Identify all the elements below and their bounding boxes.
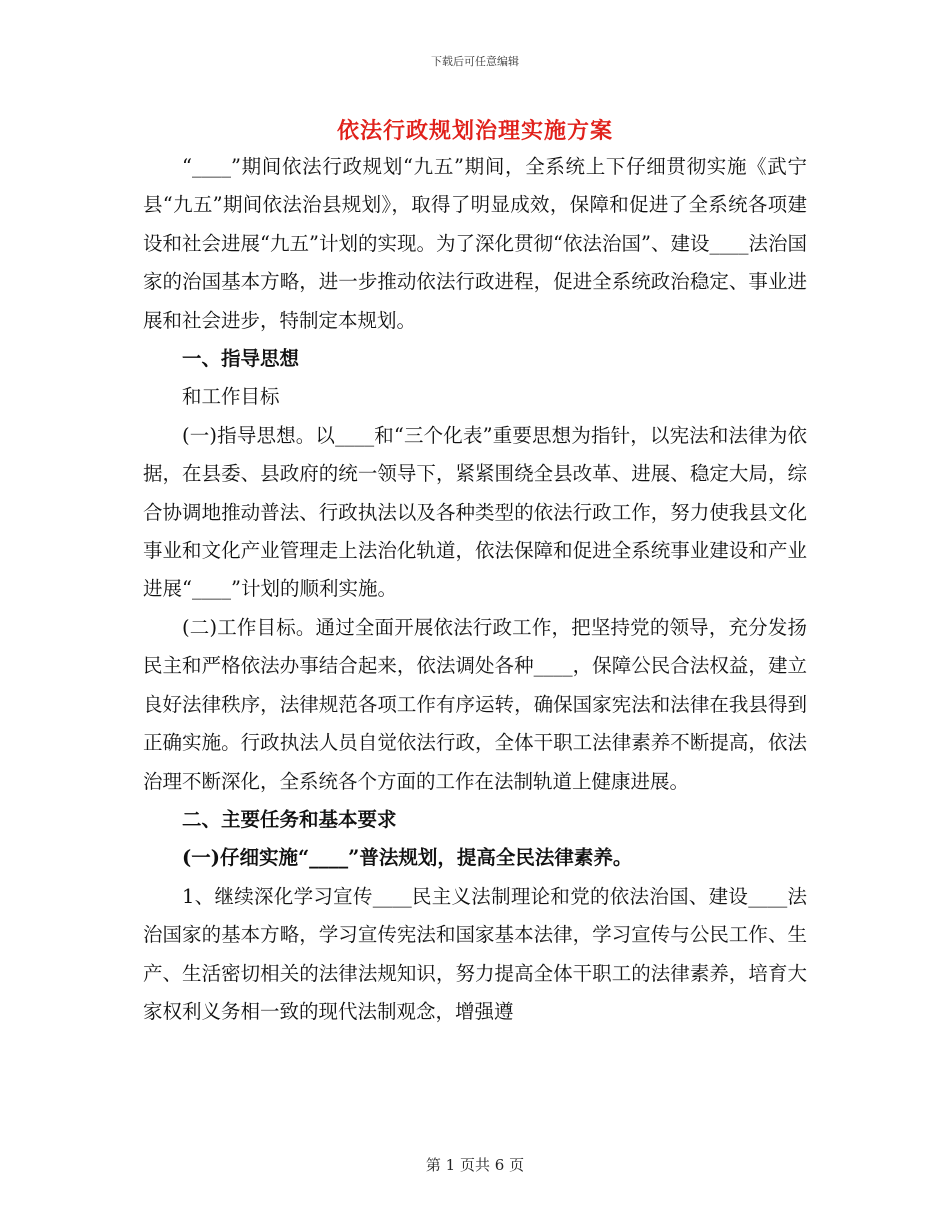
- header-note: 下载后可任意编辑: [431, 55, 519, 68]
- page-number: 第 1 页共 6 页: [425, 1156, 525, 1174]
- subsection-heading-legal-education: (一)仔细实施“____”普法规划，提高全民法律素养。: [182, 846, 633, 870]
- paragraph-subheading-goals: 和工作目标: [182, 385, 280, 409]
- paragraph-guiding-thought: (一)指导思想。以____和“三个化表”重要思想为指针，以宪法和法律为依据，在县委、县政府的统一领导下，紧紧围绕全县改革、进展、稳定大局，综合协调地推动普法、行政执法以及各种类型的依法行政工作，努力使我县文化事业和文化产业管理走上法治化轨道，依法保障和促进全系统事业建设和产业进展“____”计划的顺利实施。: [143, 423, 807, 601]
- section-heading-guiding-thought: 一、指导思想: [182, 347, 300, 371]
- document-title: 依法行政规划治理实施方案: [336, 118, 613, 144]
- paragraph-item-1: 1、继续深化学习宣传____民主义法制理论和党的依法治国、建设____法治国家的基本方略，学习宣传宪法和国家基本法律，学习宣传与公民工作、生产、生活密切相关的法律法规知识，努力提高全体干职工的法律素养，培育大家权利义务相一致的现代法制观念，增强遵: [143, 884, 807, 1023]
- document-body: [143, 148, 807, 1031]
- section-heading-main-tasks: 二、主要任务和基本要求: [182, 807, 397, 831]
- paragraph-intro: “____”期间依法行政规划“九五”期间，全系统上下仔细贯彻实施《武宁县“九五”期间依法治县规划》，取得了明显成效，保障和促进了全系统各项建设和社会进展“九五”计划的实现。为了深化贯彻“依法治国”、建设____法治国家的治国基本方略，进一步推动依法行政进程，促进全系统政治稳定、事业进展和社会进步，特制定本规划。: [143, 155, 807, 332]
- paragraph-work-goals: (二)工作目标。通过全面开展依法行政工作，把坚持党的领导，充分发扬民主和严格依法办事结合起来，依法调处各种____，保障公民合法权益，建立良好法律秩序，法律规范各项工作有序运转，确保国家宪法和法律在我县得到正确实施。行政执法人员自觉依法行政，全体干职工法律素养不断提高，依法治理不断深化，全系统各个方面的工作在法制轨道上健康进展。: [143, 615, 807, 793]
